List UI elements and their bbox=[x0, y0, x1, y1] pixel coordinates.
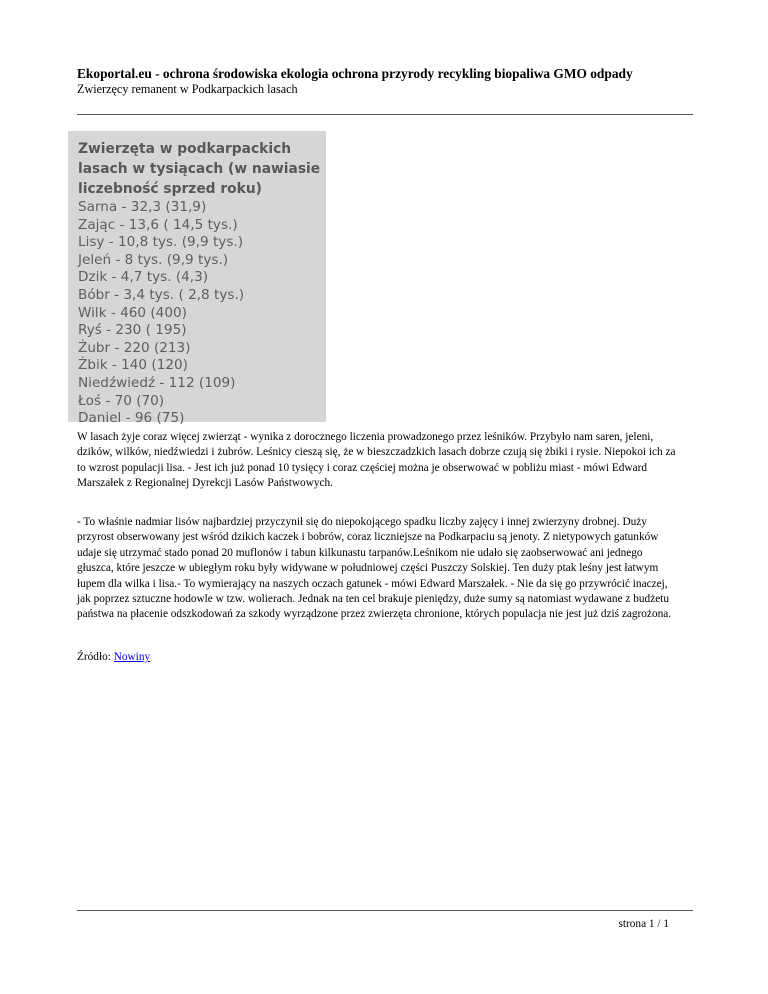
footer-divider bbox=[77, 910, 693, 911]
source-label: Źródło: bbox=[77, 651, 114, 663]
list-item: Łoś - 70 (70) bbox=[78, 392, 165, 409]
source-line bbox=[77, 650, 681, 665]
list-item: Dzik - 4,7 tys. (4,3) bbox=[78, 269, 209, 286]
list-item: Wilk - 460 (400) bbox=[78, 304, 187, 321]
list-item: Jeleń - 8 tys. (9,9 tys.) bbox=[78, 251, 229, 268]
list-item: Sarna - 32,3 (31,9) bbox=[78, 199, 207, 215]
page-number: strona 1 / 1 bbox=[618, 918, 669, 930]
source-link[interactable]: Nowiny bbox=[113, 651, 151, 663]
list-item: Żbik - 140 (120) bbox=[78, 357, 188, 374]
article-paragraph: W lasach żyje coraz więcej zwierząt - wynika z dorocznego liczenia prowadzonego przez leśników. Przybyło nam saren, jeleni, dzików, wilków, niedźwiedzi i żubrów. Leśnicy cieszą się, że w bieszczadzkich lasach dobrze czują się żbiki i rysie. Niepokoi ich za to wzrost populacji lisa. - Jest ich już ponad 10 tysięcy i coraz częściej można je obserwować w pobliżu miast - mówi Edward Marszałek z Regionalnej Dyrekcji Lasów Państwowych. bbox=[77, 431, 676, 490]
list-item: Zając - 13,6 ( 14,5 tys.) bbox=[78, 216, 238, 233]
site-title: Ekoportal.eu - ochrona środowiska ekologia ochrona przyrody recykling biopaliwa GMO odpady bbox=[77, 66, 633, 81]
article-paragraph: - To właśnie nadmiar lisów najbardziej przyczynił się do niepokojącego spadku liczby zajęcy i innej zwierzyny drobnej. Duży przyrost obserwowany jest wśród dzikich kaczek i bobrów, coraz liczniejsze na Podkarpaciu są jenoty. Z nietypowych gatunków udaje się utrzymać stado ponad 20 muflonów i tabun kilkunastu tarpanów.Leśnikom nie udało się zaobserwować ani jednego głuszca, które jeszcze w ubiegłym roku były widywane w południowej części Puszczy Solskiej. Ten duży ptak leśny jest łatwym łupem dla wilka i lisa.- To wymierający na naszych oczach gatunek - mówi Edward Marszałek. - Nie da się go przywrócić inaczej, jak poprzez sztuczne hodowle w tzw. wolierach. Jednak na ten cel brakuje pieniędzy, duże sumy są natomiast wydawane z budżetu państwa na płacenie odszkodowań za szkody wyrządzone przez zwierzęta chronione, których populacja nie jest już dziś zagrożona. bbox=[77, 516, 672, 621]
animal-count-list bbox=[78, 199, 326, 428]
list-item: Ryś - 230 ( 195) bbox=[78, 322, 187, 339]
article-subtitle: Zwierzęcy remanent w Podkarpackich lasach bbox=[77, 82, 298, 96]
infobox-heading-line: liczebność sprzed roku) bbox=[78, 181, 262, 197]
page-header bbox=[77, 66, 693, 97]
animal-count-infobox bbox=[68, 131, 326, 427]
list-item: Bóbr - 3,4 tys. ( 2,8 tys.) bbox=[78, 286, 245, 303]
header-divider bbox=[77, 114, 693, 115]
infobox-heading-line: Zwierzęta w podkarpackich bbox=[78, 141, 292, 157]
list-item: Lisy - 10,8 tys. (9,9 tys.) bbox=[78, 234, 244, 251]
infobox-heading-line: lasach w tysiącach (w nawiasie bbox=[78, 161, 321, 177]
list-item: Daniel - 96 (75) bbox=[78, 410, 185, 427]
list-item: Żubr - 220 (213) bbox=[78, 339, 191, 356]
list-item: Niedźwiedź - 112 (109) bbox=[78, 374, 236, 391]
